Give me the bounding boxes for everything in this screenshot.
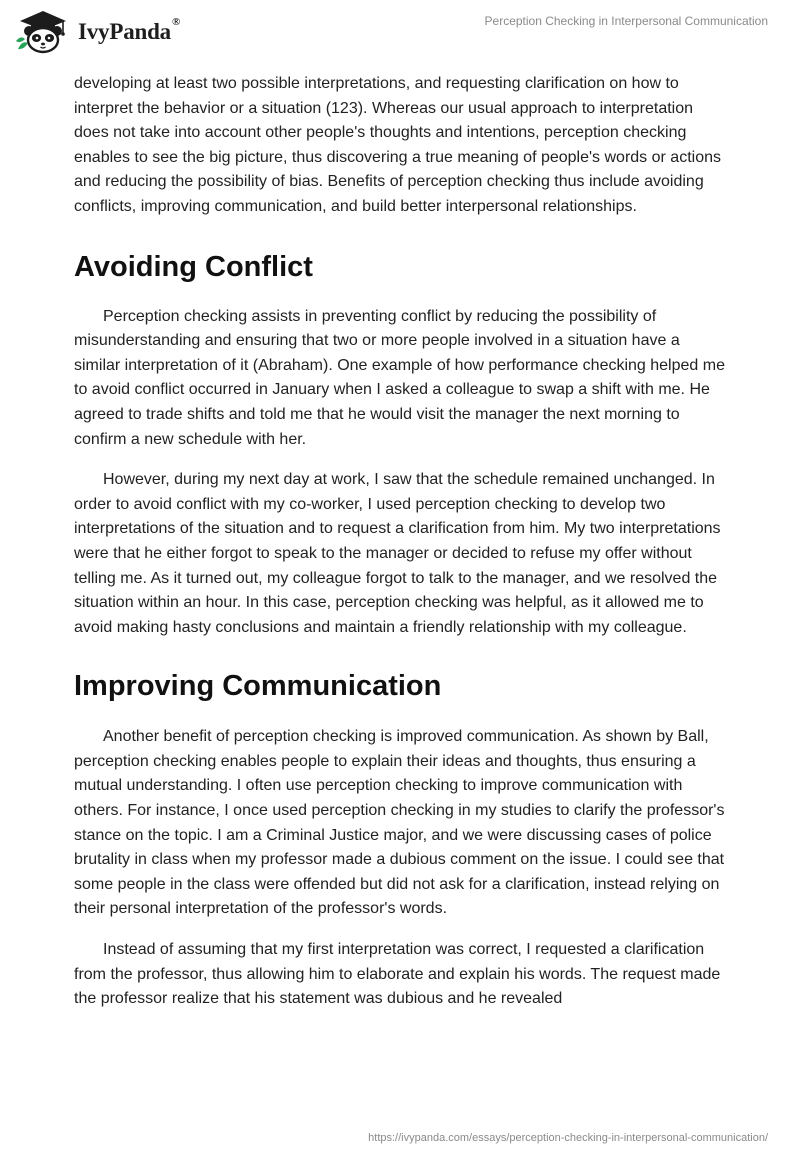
section-heading-improving-communication: Improving Communication [74, 670, 442, 703]
registered-mark: ® [171, 16, 181, 28]
page-header [0, 0, 800, 70]
paragraph: Instead of assuming that my first interpretation was correct, I requested a clarification from the professor, thus allowing him to elaborate and explain his words. The request made the professor realize that his statement was dubious and he revealed [74, 941, 721, 1008]
paragraph: However, during my next day at work, I saw that the schedule remained unchanged. In order to avoid conflict with my co-worker, I used perception checking to develop two interpretations of the situation and to request a clarification from him. My two interpretations were that he either forgot to speak to the manager or decided to refuse my offer without telling me. As it turned out, my colleague forgot to talk to the manager, and we resolved the situation within an hour. In this case, perception checking was helpful, as it allowed me to avoid making hasty conclusions and maintain a friendly relationship with my colleague. [74, 471, 721, 636]
document-title: Perception Checking in Interpersonal Communication [484, 14, 768, 28]
paragraph: Perception checking assists in preventing conflict by reducing the possibility of misunderstanding and ensuring that two or more people involved in a situation have a similar interpretation of it (Abraham). One example of how performance checking helped me to avoid conflict occurred in January when I asked a colleague to swap a shift with me. He agreed to trade shifts and told me that he would visit the manager the next morning to confirm a new schedule with her. [74, 307, 725, 448]
section-heading-avoiding-conflict: Avoiding Conflict [74, 250, 313, 283]
panda-graduate-icon [14, 7, 70, 55]
essay-content [74, 72, 726, 1012]
intro-paragraph: developing at least two possible interpretations, and requesting clarification on how to interpret the behavior or a situation (123). Whereas our usual approach to interpretation does not take into account other people's thoughts and intentions, perception checking enables to see the big picture, thus discovering a true meaning of people's words or actions and reducing the possibility of bias. Benefits of perception checking thus include avoiding conflicts, improving communication, and build better interpersonal relationships. [74, 75, 721, 215]
source-url[interactable]: https://ivypanda.com/essays/perception-checking-in-interpersonal-communication/ [368, 1132, 768, 1144]
ivypanda-logo[interactable] [14, 7, 180, 55]
paragraph: Another benefit of perception checking is improved communication. As shown by Ball, perception checking enables people to explain their ideas and thoughts, thus ensuring a mutual understanding. I often use perception checking to improve communication with others. For instance, I once used perception checking in my studies to clarify the professor's stance on the topic. I am a Criminal Justice major, and we were discussing cases of police brutality in class when my professor made a dubious comment on the issue. I could see that some people in the class were offended but did not ask for a clarification, instead relying on their personal interpretation of the professor's words. [74, 728, 725, 918]
brand-name: IvyPanda® [78, 16, 181, 44]
